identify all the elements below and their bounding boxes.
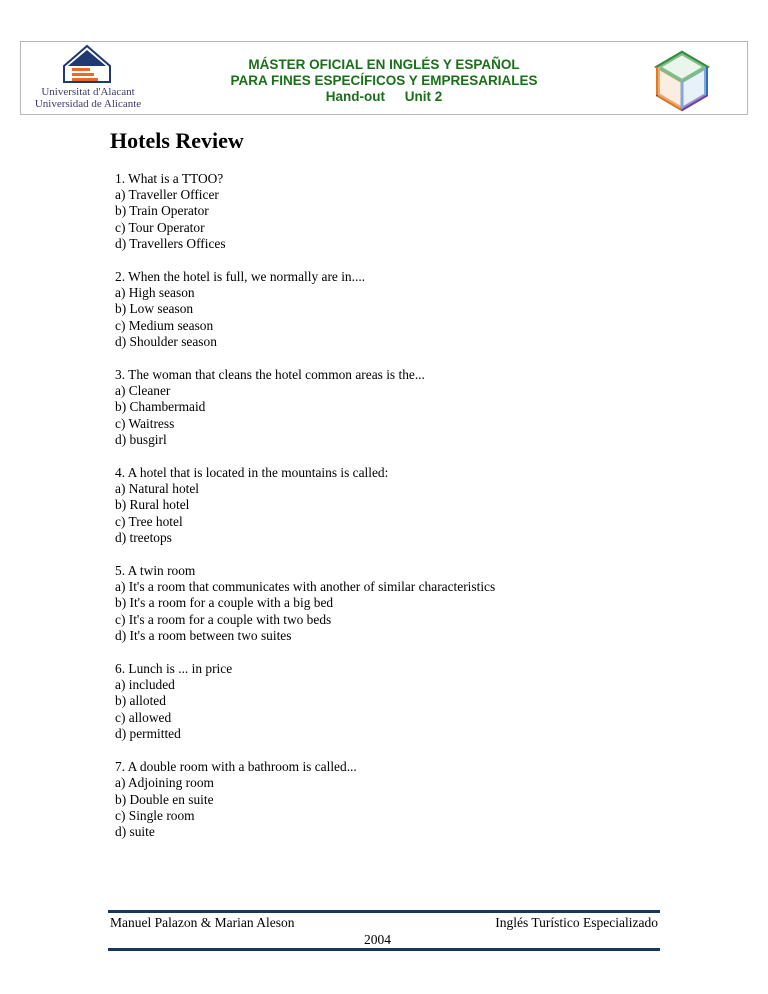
- program-unit-line: [160, 89, 608, 105]
- footer-year: 2004: [364, 932, 391, 947]
- hexagon-cube-icon: [651, 50, 713, 112]
- option-d: d) treetops: [115, 529, 172, 545]
- university-logo: [26, 44, 150, 110]
- option-b: b) Rural hotel: [115, 497, 190, 513]
- question-4: [115, 465, 675, 546]
- option-d: d) Travellers Offices: [115, 235, 226, 251]
- option-a: a) included: [115, 677, 175, 693]
- question-6: [115, 661, 675, 742]
- question-text: 4. A hotel that is located in the mountains is called:: [115, 465, 389, 481]
- option-b: b) Train Operator: [115, 203, 209, 219]
- footer-rule-bottom: [108, 948, 660, 951]
- master-logo: [651, 50, 713, 117]
- program-title-line2: PARA FINES ESPECÍFICOS Y EMPRESARIALES: [230, 73, 538, 88]
- university-building-icon: [62, 44, 112, 84]
- program-title-line1: MÁSTER OFICIAL EN INGLÉS Y ESPAÑOL: [248, 57, 520, 72]
- university-name-line1: Universitat d'Alacant: [41, 86, 135, 98]
- option-c: c) It's a room for a couple with two beds: [115, 611, 332, 627]
- university-name: [26, 86, 150, 110]
- option-c: c) Tree hotel: [115, 513, 183, 529]
- option-a: a) Adjoining room: [115, 775, 214, 791]
- question-2: [115, 269, 675, 350]
- question-text: 5. A twin room: [115, 563, 196, 579]
- option-b: b) Chambermaid: [115, 399, 206, 415]
- option-d: d) suite: [115, 823, 155, 839]
- question-5: [115, 563, 675, 644]
- page-title: Hotels Review: [110, 128, 244, 153]
- option-c: c) Waitress: [115, 415, 175, 431]
- program-header: [160, 57, 608, 105]
- handout-label: Hand-out: [325, 89, 385, 104]
- option-a: a) Natural hotel: [115, 481, 200, 497]
- option-d: d) permitted: [115, 725, 181, 741]
- question-text: 2. When the hotel is full, we normally are in....: [115, 269, 366, 285]
- option-c: c) Single room: [115, 807, 195, 823]
- option-b: b) Low season: [115, 301, 194, 317]
- question-text: 6. Lunch is ... in price: [115, 661, 233, 677]
- question-7: [115, 759, 675, 840]
- unit-label: Unit 2: [404, 89, 443, 104]
- footer-rule-top: [108, 910, 660, 913]
- question-3: [115, 367, 675, 448]
- option-c: c) Tour Operator: [115, 219, 205, 235]
- question-list: [115, 171, 675, 857]
- footer-course: Inglés Turístico Especializado: [495, 915, 658, 930]
- option-d: d) Shoulder season: [115, 333, 217, 349]
- question-text: 7. A double room with a bathroom is called...: [115, 759, 357, 775]
- option-b: b) It's a room for a couple with a big bed: [115, 595, 334, 611]
- option-a: a) High season: [115, 285, 195, 301]
- question-text: 1. What is a TTOO?: [115, 171, 224, 186]
- question-text: 3. The woman that cleans the hotel common areas is the...: [115, 367, 425, 383]
- option-d: d) busgirl: [115, 431, 167, 447]
- option-a: a) It's a room that communicates with another of similar characteristics: [115, 579, 496, 595]
- option-b: b) Double en suite: [115, 791, 214, 807]
- option-c: c) allowed: [115, 709, 172, 725]
- option-c: c) Medium season: [115, 317, 214, 333]
- option-a: a) Traveller Officer: [115, 187, 219, 203]
- question-1: [115, 171, 675, 252]
- footer-author: Manuel Palazon & Marian Aleson: [110, 915, 295, 930]
- option-d: d) It's a room between two suites: [115, 627, 292, 643]
- option-a: a) Cleaner: [115, 383, 171, 399]
- option-b: b) alloted: [115, 693, 166, 709]
- university-name-line2: Universidad de Alicante: [34, 98, 142, 110]
